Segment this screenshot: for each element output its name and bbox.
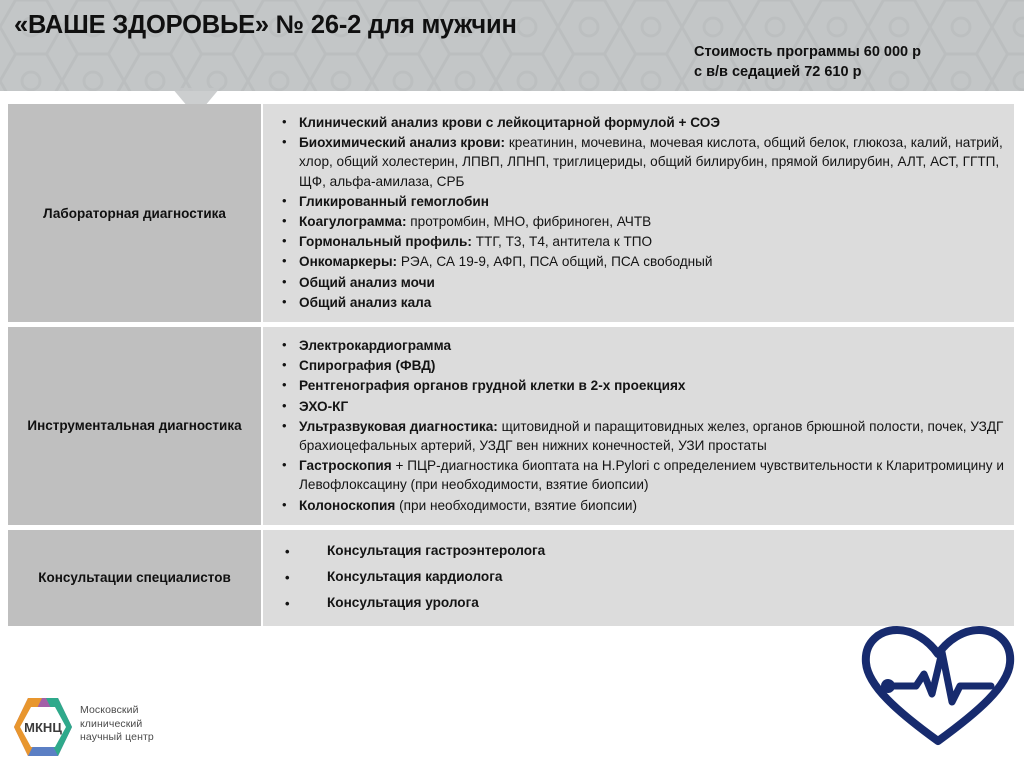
list-item-title: ЭХО-КГ: [299, 398, 349, 414]
mknc-line-3: научный центр: [80, 731, 154, 743]
table-row: [8, 530, 1014, 626]
table-row-content: [263, 104, 1014, 322]
list-item-title: Колоноскопия: [299, 497, 396, 513]
list-item-detail: ТТГ, Т3, Т4, антитела к ТПО: [471, 234, 653, 250]
list-item: [277, 565, 1004, 589]
mknc-line-1: Московский: [80, 704, 139, 716]
list-item: [277, 539, 1004, 563]
list-item-title: Рентгенография органов грудной клетки в 2-х проекциях: [299, 378, 686, 394]
service-list: [277, 336, 1004, 515]
mknc-logo: [12, 696, 202, 758]
ecg-pulse-line: [888, 652, 991, 702]
service-list: [277, 539, 1004, 615]
list-item: [277, 356, 1004, 375]
list-item-title: Биохимический анализ крови:: [299, 135, 506, 151]
header-hex-tab: [172, 88, 220, 104]
slide-header: [0, 0, 1024, 91]
list-item: [277, 496, 1004, 515]
list-item-title: Онкомаркеры:: [299, 254, 398, 270]
list-item-title: Гормональный профиль:: [299, 234, 472, 250]
table-row-label: Консультации специалистов: [8, 530, 261, 626]
list-item: [277, 293, 1004, 312]
table-row-content: [263, 327, 1014, 525]
mknc-abbr: МКНЦ: [24, 720, 62, 735]
list-item: [277, 192, 1004, 211]
table-row-label: Инструментальная диагностика: [8, 327, 261, 525]
mknc-hexagon-icon: [12, 696, 74, 758]
list-item: [277, 456, 1004, 494]
price-program: Стоимость программы 60 000 р: [694, 44, 921, 60]
list-item-title: Общий анализ кала: [299, 294, 432, 310]
heart-ecg-logo: [858, 624, 1018, 748]
page-title: «ВАШЕ ЗДОРОВЬЕ» № 26-2 для мужчин: [14, 11, 517, 39]
table-row: [8, 104, 1014, 322]
list-item: [277, 336, 1004, 355]
price-sedation: с в/в седацией 72 610 р: [694, 64, 862, 80]
list-item-title: Гастроскопия: [299, 458, 392, 474]
list-item: [277, 273, 1004, 292]
list-item: [277, 417, 1004, 455]
list-item-title: Общий анализ мочи: [299, 274, 435, 290]
table-row-content: [263, 530, 1014, 626]
list-item-title: Ультразвуковая диагностика:: [299, 418, 498, 434]
list-item-title: Гликированный гемоглобин: [299, 193, 489, 209]
list-item: [277, 252, 1004, 271]
list-item: [277, 113, 1004, 132]
mknc-logo-text: [80, 704, 154, 745]
list-item-detail: креатинин, мочевина, мочевая кислота, общий белок, глюкоза, калий, натрий, хлор, общий холестерин, ЛПВП, ЛПНП, триглицериды, общий билирубин, прямой билирубин, АЛТ, АСТ, ГГТП, ЩФ, альфа-амилаза, СРБ: [299, 135, 1003, 189]
list-item-detail: щитовидной и паращитовидных желез, органов брюшной полости, почек, УЗДГ брахиоцефальных артерий, УЗДГ вен нижних конечностей, УЗИ простаты: [299, 418, 1004, 454]
list-item: [277, 397, 1004, 416]
list-item-title: Спирография (ФВД): [299, 358, 436, 374]
list-item: [277, 591, 1004, 615]
list-item: [277, 212, 1004, 231]
table-row: [8, 327, 1014, 525]
list-item-title: Коагулограмма:: [299, 214, 407, 230]
service-list: [277, 113, 1004, 312]
list-item-title: Клинический анализ крови с лейкоцитарной формулой + СОЭ: [299, 115, 720, 130]
list-item: [277, 232, 1004, 251]
list-item-detail: РЭА, СА 19-9, АФП, ПСА общий, ПСА свободный: [397, 254, 713, 270]
mknc-line-2: клинический: [80, 717, 143, 730]
list-item-detail: (при необходимости, взятие биопсии): [395, 497, 638, 513]
list-item-title: Консультация гастроэнтеролога: [327, 542, 546, 558]
list-item-title: Электрокардиограмма: [299, 338, 452, 354]
list-item-detail: + ПЦР-диагностика биоптата на H.Pylori с определением чувствительности к Кларитромицину и Левофлоксацину (при необходимости, взятие биопсии): [299, 458, 1004, 493]
ecg-start-dot: [881, 679, 895, 693]
program-table: [8, 104, 1014, 631]
list-item: [277, 376, 1004, 395]
list-item-title: Консультация уролога: [327, 594, 479, 610]
list-item: [277, 133, 1004, 191]
table-row-label: Лабораторная диагностика: [8, 104, 261, 322]
list-item-title: Консультация кардиолога: [327, 568, 503, 584]
list-item-detail: протромбин, МНО, фибриноген, АЧТВ: [406, 214, 652, 230]
price-block: [694, 42, 921, 82]
